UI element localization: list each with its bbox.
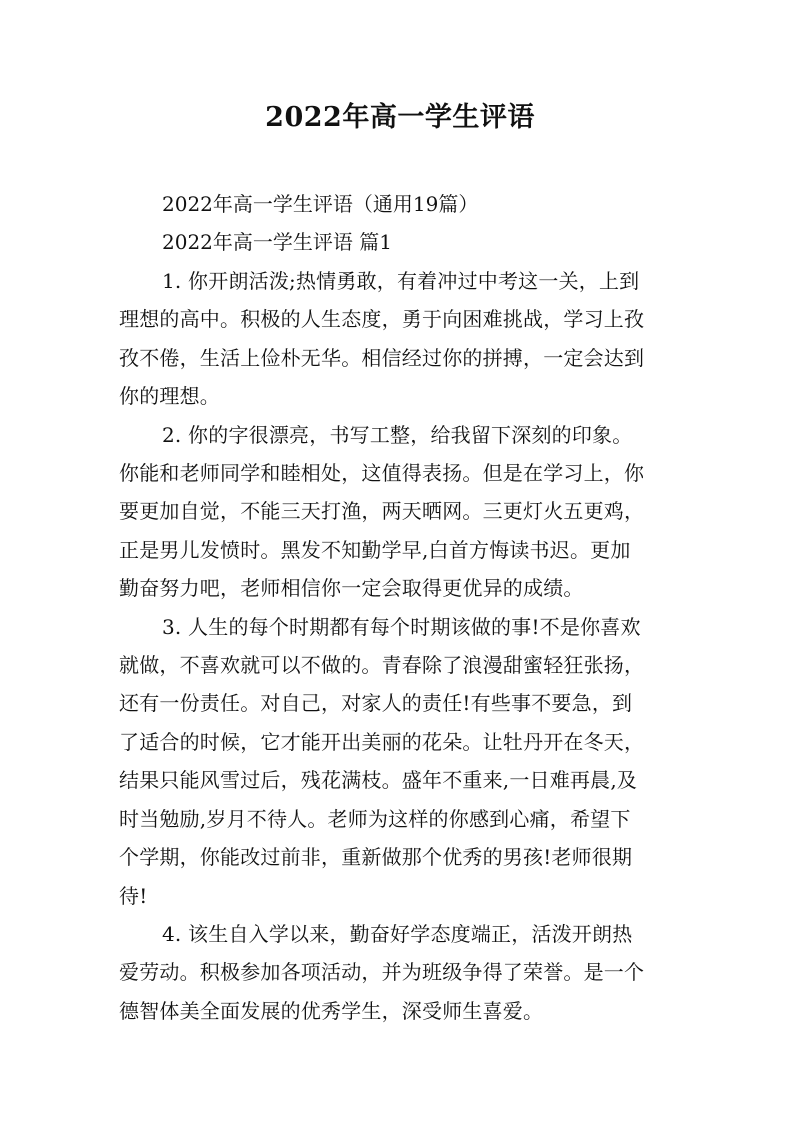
paragraph-line: 3. 人生的每个时期都有每个时期该做的事!不是你喜欢: [162, 614, 641, 639]
paragraph-line: 你的理想。: [119, 384, 220, 409]
paragraph-2: [119, 416, 695, 608]
paragraph-line: 孜不倦，生活上俭朴无华。相信经过你的拼搏，一定会达到: [119, 345, 645, 370]
paragraph-line: 待!: [119, 883, 148, 908]
paragraph-line: 要更加自觉，不能三天打渔，两天晒网。三更灯火五更鸡，: [119, 499, 645, 524]
paragraph-line: 德智体美全面发展的优秀学生，深受师生喜爱。: [119, 998, 544, 1023]
paragraph-line: 勤奋努力吧，老师相信你一定会取得更优异的成绩。: [119, 576, 584, 601]
paragraph-1: [119, 262, 695, 416]
paragraph-line: 时当勉励,岁月不待人。老师为这样的你感到心痛，希望下: [119, 806, 631, 831]
paragraph-line: 结果只能风雪过后，残花满枝。盛年不重来,一日难再晨,及: [119, 768, 638, 793]
paragraph-3: [119, 608, 695, 915]
paragraph-line: 正是男儿发愤时。黑发不知勤学早,白首方悔读书迟。更加: [119, 537, 631, 562]
paragraph-line: 1. 你开朗活泼;热情勇敢，有着冲过中考这一关，上到: [162, 269, 640, 293]
section-heading: 2022年高一学生评语 篇1: [162, 230, 392, 254]
paragraph-line: 理想的高中。积极的人生态度，勇于向困难挑战，学习上孜: [119, 307, 645, 332]
paragraph-line: 就做，不喜欢就可以不做的。青春除了浪漫甜蜜轻狂张扬，: [119, 653, 645, 678]
paragraph-line: 还有一份责任。对自己，对家人的责任!有些事不要急，到: [119, 691, 633, 716]
document-body: [119, 262, 695, 1030]
paragraph-line: 2. 你的字很漂亮，书写工整，给我留下深刻的印象。: [162, 422, 633, 447]
paragraph-line: 爱劳动。积极参加各项活动，并为班级争得了荣誉。是一个: [119, 960, 645, 985]
paragraph-line: 4. 该生自入学以来，勤奋好学态度端正，活泼开朗热: [162, 921, 633, 946]
paragraph-line: 个学期，你能改过前非，重新做那个优秀的男孩!老师很期: [119, 845, 633, 870]
paragraph-line: 你能和老师同学和睦相处，这值得表扬。但是在学习上，你: [119, 461, 645, 486]
document-subtitle: 2022年高一学生评语（通用19篇）: [162, 192, 479, 216]
paragraph-4: [119, 915, 695, 1030]
paragraph-line: 了适合的时候，它才能开出美丽的花朵。让牡丹开在冬天，: [119, 729, 645, 754]
document-title: 2022年高一学生评语: [265, 102, 535, 133]
